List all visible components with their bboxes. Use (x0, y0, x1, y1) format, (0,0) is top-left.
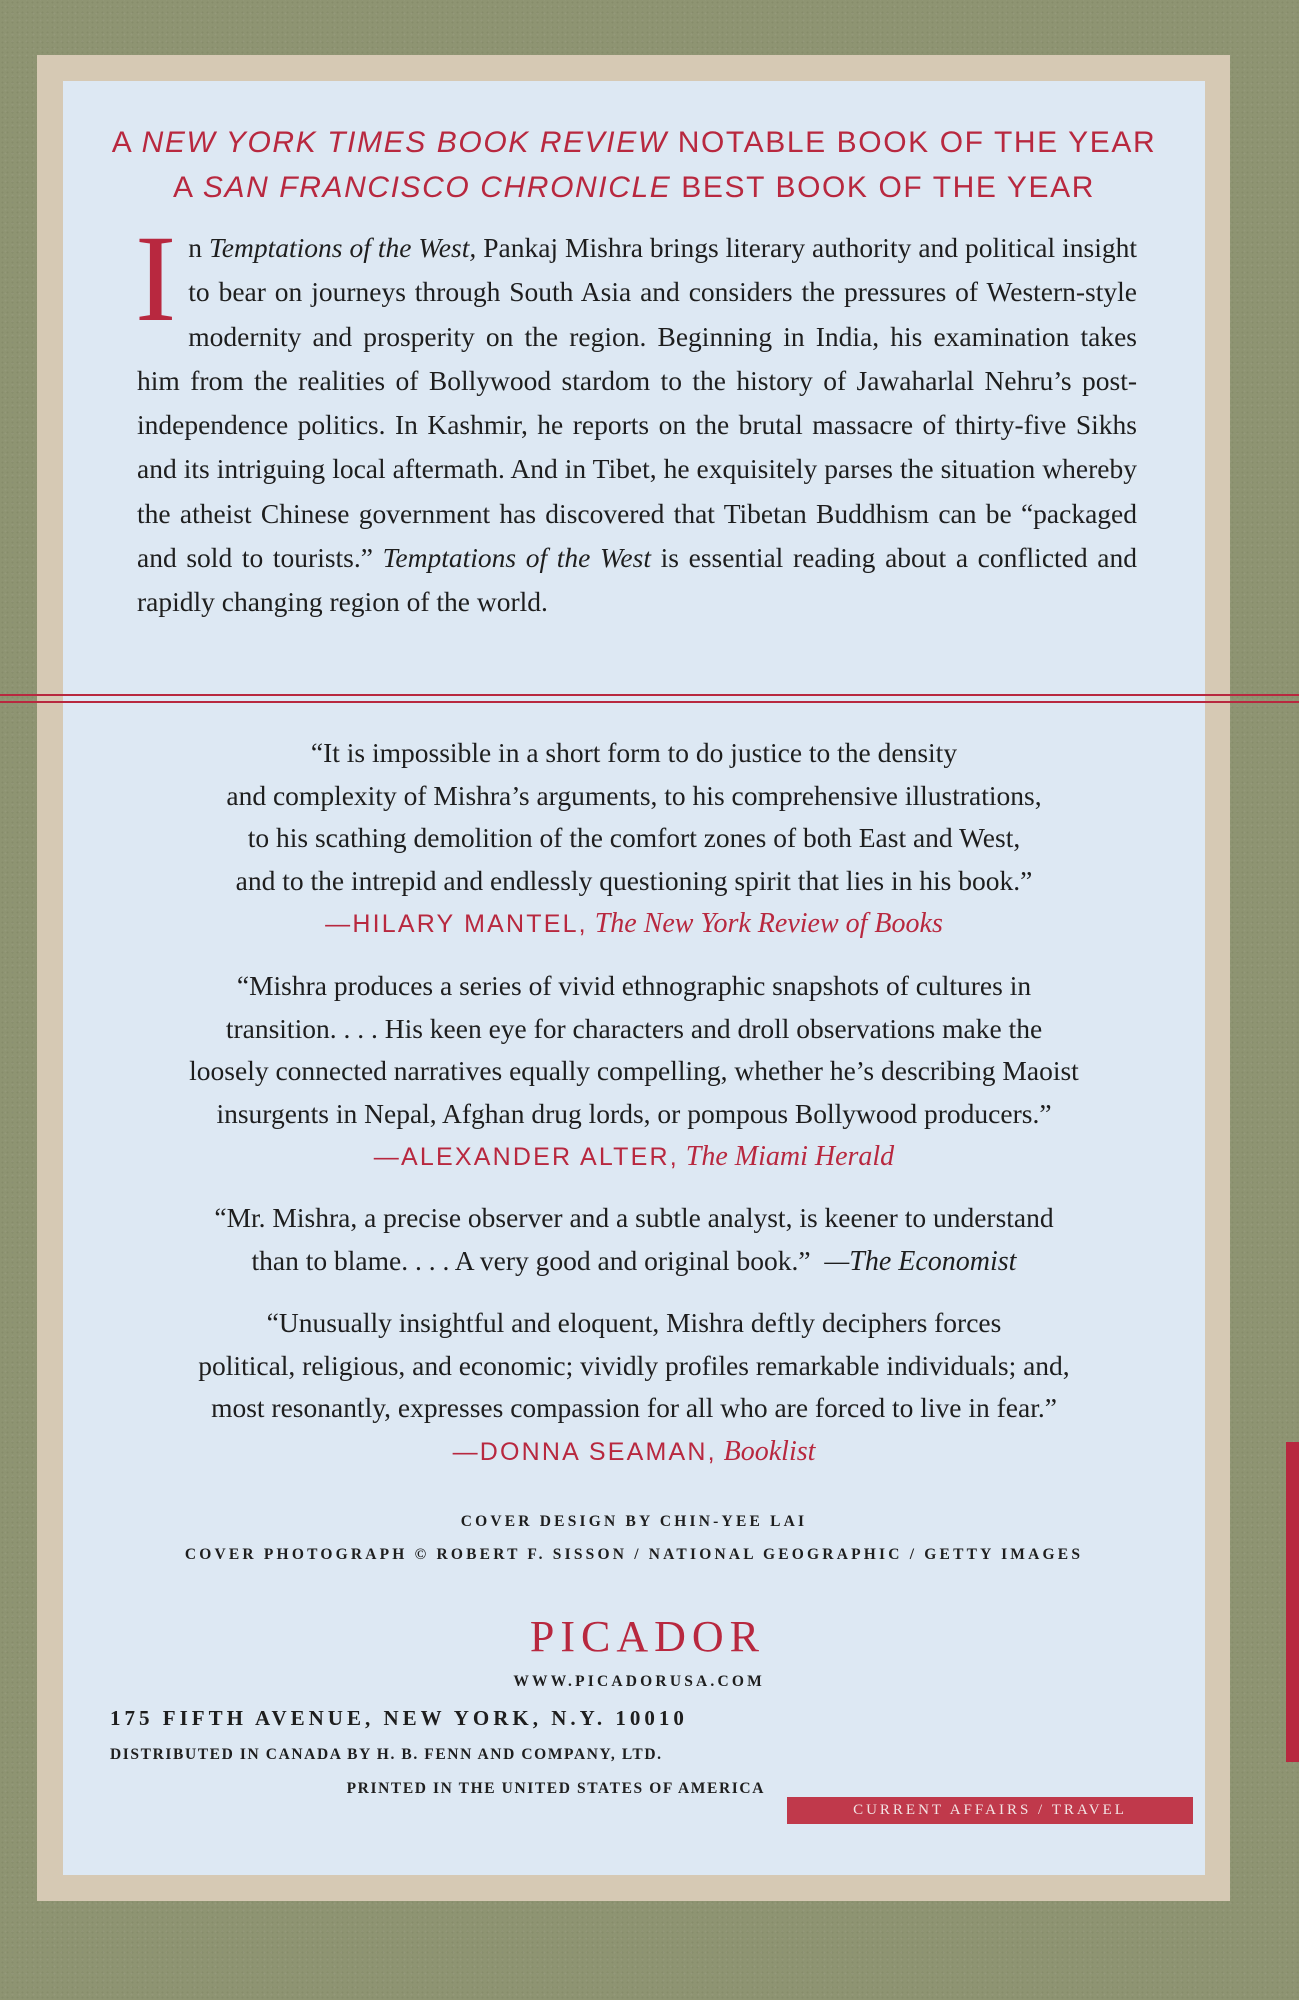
book-description: In Temptations of the West, Pankaj Mishra brings literary authority and political insight to bear on journeys through South Asia and considers the pressures of Western-style modernity and prosperity on the region. Beginning in India, his examination takes him from the realities of Bollywood stardom to the history of Jawaharlal Nehru’s post-independence politics. In Kashmir, he reports on the brutal massacre of thirty-five Sikhs and its intriguing local aftermath. And in Tibet, he exquisitely parses the situation whereby the atheist Chinese government has discovered that Tibetan Buddhism can be “packaged and sold to tourists.” Temptations of the West is essential reading about a conflicted and rapidly changing region of the world. (135, 210, 1137, 618)
publisher-address: 175 FIFTH AVENUE, NEW YORK, N.Y. 10010 (110, 1706, 688, 1730)
quote-alter: “Mishra produces a series of vivid ethnographic snapshots of cultures in transition. . . . His keen eye for characters and droll observations make the loosely connected narratives equally compelling, whether he’s describing Maoist insurgents in Nepal, Afghan drug lords, or pompous Bollywood producers.” —ALEXANDER ALTER, The Miami Herald (63, 965, 1205, 1179)
headline-nytbr: A NEW YORK TIMES BOOK REVIEW NOTABLE BOOK OF THE YEAR (111, 126, 1157, 159)
award-headlines (63, 120, 1205, 210)
quote-seaman: “Unusually insightful and eloquent, Mishra deftly deciphers forces political, religious, and economic; vividly profiles remarkable individuals; and, most resonantly, expresses compassion for all who are forced to live in fear.” —DONNA SEAMAN, Booklist (63, 1302, 1205, 1473)
divider-rule-bottom (0, 701, 1299, 703)
drop-cap: I (135, 210, 177, 347)
cover-design-credit: COVER DESIGN BY CHIN-YEE LAI (460, 1513, 808, 1530)
cover-photo-credit: COVER PHOTOGRAPH © ROBERT F. SISSON / NATIONAL GEOGRAPHIC / GETTY IMAGES (184, 1546, 1084, 1563)
spine-edge (1286, 1442, 1299, 1762)
publisher-logo: PICADOR (529, 1612, 765, 1661)
printed-in: PRINTED IN THE UNITED STATES OF AMERICA (346, 1780, 765, 1797)
headline-sf-chronicle: A SAN FRANCISCO CHRONICLE BEST BOOK OF THE YEAR (172, 171, 1096, 204)
attribution: —DONNA SEAMAN, Booklist (452, 1435, 816, 1467)
quote-mantel: “It is impossible in a short form to do justice to the density and complexity of Mishra’s arguments, to his comprehensive illustrations, to his scathing demolition of the comfort zones of both East and West, and to the intrepid and endlessly questioning spirit that lies in his book.” —HILARY MANTEL, The New York Review of Books (63, 732, 1205, 946)
publisher-block (110, 1608, 765, 1806)
category-label: CURRENT AFFAIRS / TRAVEL (787, 1797, 1193, 1824)
divider-rule-top (0, 694, 1299, 696)
attribution: —ALEXANDER ALTER, The Miami Herald (373, 1141, 895, 1172)
attribution: —HILARY MANTEL, The New York Review of Books (325, 908, 943, 939)
canada-distribution: DISTRIBUTED IN CANADA BY H. B. FENN AND COMPANY, LTD. (110, 1746, 663, 1763)
quote-economist: “Mr. Mishra, a precise observer and a subtle analyst, is keener to understand than to blame. . . . A very good and original book.” —The Economist (214, 1202, 1054, 1277)
publisher-url: WWW.PICADORUSA.COM (513, 1673, 765, 1690)
cover-credits (63, 1505, 1205, 1571)
